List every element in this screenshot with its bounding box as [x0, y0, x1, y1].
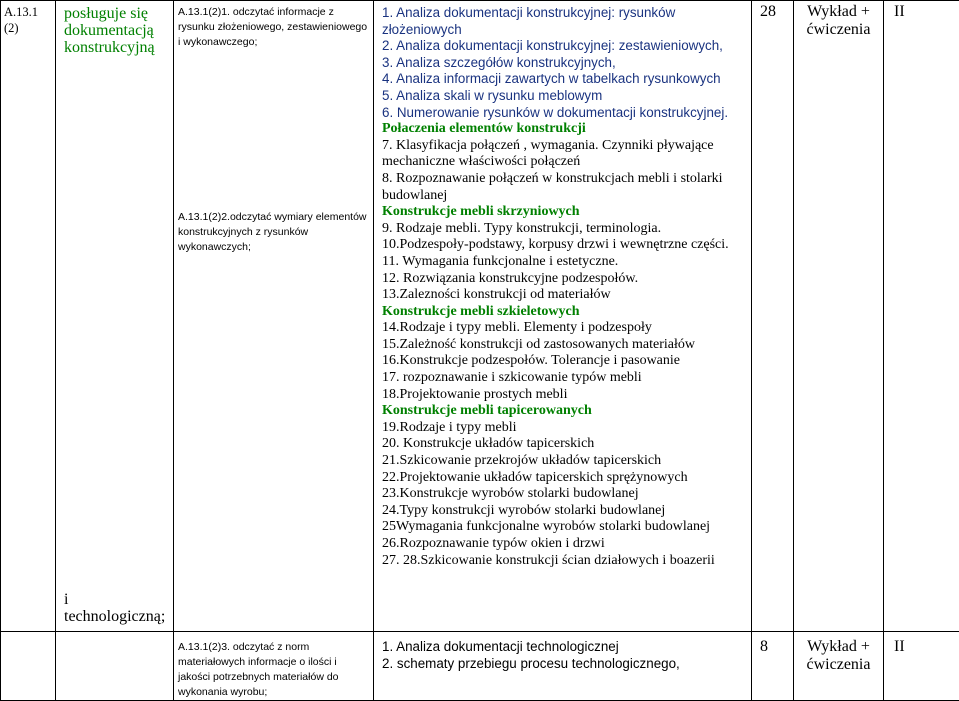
topic-item: 18.Projektowanie prostych mebli — [382, 387, 747, 404]
topic-item: 24.Typy konstrukcji wyrobów stolarki budowlanej — [382, 503, 747, 520]
topic-item: 3. Analiza szczegółów konstrukcyjnych, — [382, 55, 747, 72]
goal-cell — [56, 1, 174, 632]
topic-item: 27. 28.Szkicowanie konstrukcji ścian działowych i boazerii — [382, 553, 747, 570]
topic-item: 10.Podzespoły-podstawy, korpusy drzwi i wewnętrzne części. — [382, 237, 747, 254]
topics-cell — [374, 632, 752, 701]
requirement-item: A.13.1(2)3. odczytać z norm materiałowych informacje o ilości i jakości potrzebnych materiałów do wykonania wyrobu; — [178, 640, 369, 700]
table-row — [1, 1, 959, 632]
code-cell — [1, 1, 56, 632]
topic-item: 16.Konstrukcje podzespołów. Tolerancje i pasowanie — [382, 353, 747, 370]
topic-item: 15.Zależność konstrukcji od zastosowanych materiałów — [382, 337, 747, 354]
topic-item: 26.Rozpoznawanie typów okien i drzwi — [382, 536, 747, 553]
topic-item: 7. Klasyfikacja połączeń , wymagania. Czynniki pływające mechaniczne właściwości połączeń — [382, 138, 747, 171]
requirement-item: A.13.1(2)1. odczytać informacje z rysunku złożeniowego, zestawieniowego i wykonawczego; — [178, 5, 369, 50]
form-value: Wykład + ćwiczenia — [807, 3, 871, 38]
topics-list — [382, 5, 747, 569]
topic-item: 11. Wymagania funkcjonalne i estetyczne. — [382, 254, 747, 271]
topic-item: 23.Konstrukcje wyrobów stolarki budowlanej — [382, 486, 747, 503]
level-value: II — [894, 3, 905, 20]
section-heading: Połaczenia elementów konstrukcji — [382, 121, 747, 138]
goal-cell — [56, 632, 174, 701]
topic-item: 2. schematy przebiegu procesu technologicznego, — [382, 656, 747, 673]
topic-item: 1. Analiza dokumentacji technologicznej — [382, 639, 747, 656]
section-heading: Konstrukcje mebli tapicerowanych — [382, 403, 747, 420]
level-value: II — [894, 638, 905, 655]
hours-cell — [752, 1, 794, 632]
topic-item: 2. Analiza dokumentacji konstrukcyjnej: zestawieniowych, — [382, 38, 747, 55]
table-row — [1, 632, 959, 701]
form-cell — [794, 1, 884, 632]
topic-item: 5. Analiza skali w rysunku meblowym — [382, 88, 747, 105]
topic-item: 21.Szkicowanie przekrojów układów tapicerskich — [382, 453, 747, 470]
level-cell — [884, 1, 959, 632]
level-cell — [884, 632, 959, 701]
topic-item: 20. Konstrukcje układów tapicerskich — [382, 436, 747, 453]
form-cell — [794, 632, 884, 701]
requirements-cell — [174, 1, 374, 632]
requirement-item: A.13.1(2)2.odczytać wymiary elementów konstrukcyjnych z rysunków wykonawczych; — [178, 210, 369, 255]
goal-text: posługuje się dokumentacją konstrukcyjną — [64, 5, 169, 56]
code-text: A.13.1 (2) — [4, 5, 38, 35]
topic-item: 1. Analiza dokumentacji konstrukcyjnej: rysunków złożeniowych — [382, 5, 747, 38]
topic-item: 22.Projektowanie układów tapicerskich sprężynowych — [382, 470, 747, 487]
topic-item: 17. rozpoznawanie i szkicowanie typów mebli — [382, 370, 747, 387]
topic-item: 12. Rozwiązania konstrukcyjne podzespołów. — [382, 271, 747, 288]
requirements-cell — [174, 632, 374, 701]
topic-item: 13.Zalezności konstrukcji od materiałów — [382, 287, 747, 304]
form-value: Wykład + ćwiczenia — [807, 638, 871, 673]
hours-value: 28 — [760, 3, 776, 20]
topic-item: 9. Rodzaje mebli. Typy konstrukcji, terminologia. — [382, 221, 747, 238]
topic-item: 4. Analiza informacji zawartych w tabelkach rysunkowych — [382, 71, 747, 88]
goal-tail-text: i technologiczną; — [64, 591, 173, 625]
topic-item: 6. Numerowanie rysunków w dokumentacji konstrukcyjnej. — [382, 105, 747, 122]
section-heading: Konstrukcje mebli skrzyniowych — [382, 204, 747, 221]
hours-value: 8 — [760, 638, 768, 655]
topic-item: 8. Rozpoznawanie połączeń w konstrukcjach mebli i stolarki budowlanej — [382, 171, 747, 204]
topics-cell — [374, 1, 752, 632]
code-cell — [1, 632, 56, 701]
hours-cell — [752, 632, 794, 701]
section-heading: Konstrukcje mebli szkieletowych — [382, 304, 747, 321]
topic-item: 14.Rodzaje i typy mebli. Elementy i podzespoły — [382, 320, 747, 337]
topic-item: 25Wymagania funkcjonalne wyrobów stolarki budowlanej — [382, 519, 747, 536]
topic-item: 19.Rodzaje i typy mebli — [382, 420, 747, 437]
